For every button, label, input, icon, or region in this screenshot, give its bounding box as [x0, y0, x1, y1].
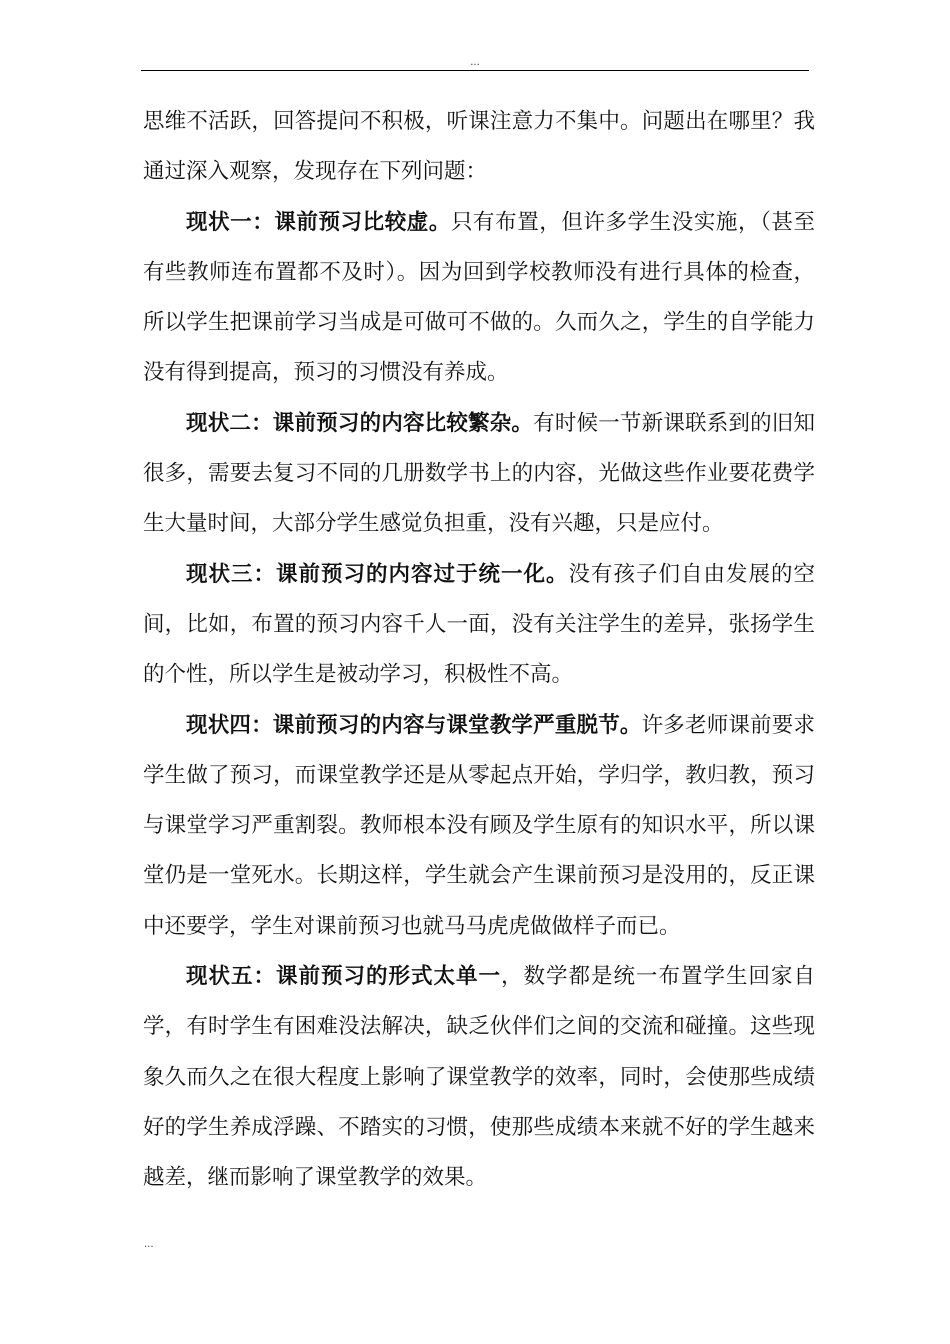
paragraph-status-3 [143, 550, 815, 701]
paragraph-status-5 [143, 952, 815, 1203]
paragraph-text: 思维不活跃，回答提问不积极，听课注意力不集中。问题出在哪里？我通过深入观察，发现存在下列问题： [143, 109, 815, 185]
document-body [143, 97, 815, 1204]
paragraph-heading: 现状一：课前预习比较虚。 [186, 209, 451, 235]
page-footer-mark: ... [144, 1239, 154, 1250]
paragraph-text: 有时候一节新课联系到的旧知很多，需要去复习不同的几册数学书上的内容，光做这些作业要花费学生大量时间，大部分学生感觉负担重，没有兴趣，只是应付。 [143, 410, 815, 537]
paragraph-text: 没有孩子们自由发展的空间，比如，布置的预习内容千人一面，没有关注学生的差异，张扬学生的个性，所以学生是被动学习，积极性不高。 [143, 561, 815, 688]
paragraph-text: 许多老师课前要求学生做了预习，而课堂教学还是从零起点开始，学归学，教归教，预习与课堂学习严重割裂。教师根本没有顾及学生原有的知识水平，所以课堂仍是一堂死水。长期这样，学生就会产生课前预习是没用的，反正课中还要学，学生对课前预习也就马马虎虎做做样子而已。 [143, 712, 815, 939]
paragraph-text: 只有布置，但许多学生没实施，（甚至有些教师连布置都不及时）。因为回到学校教师没有进行具体的检查，所以学生把课前学习当成是可做可不做的。久而久之，学生的自学能力没有得到提高，预习的习惯没有养成。 [143, 209, 815, 386]
page-header-mark: ... [470, 57, 480, 68]
paragraph-text: ，数学都是统一布置学生回家自学，有时学生有困难没法解决，缺乏伙伴们之间的交流和碰撞。这些现象久而久之在很大程度上影响了课堂教学的效率，同时，会使那些成绩好的学生养成浮躁、不踏实的习惯，使那些成绩本来就不好的学生越来越差，继而影响了课堂教学的效果。 [143, 964, 815, 1191]
paragraph-heading: 现状二：课前预习的内容比较繁杂。 [186, 410, 534, 436]
paragraph-status-4 [143, 701, 815, 952]
header-rule [141, 70, 809, 71]
paragraph-status-1 [143, 198, 815, 399]
paragraph-heading: 现状四：课前预习的内容与课堂教学严重脱节。 [186, 712, 642, 738]
paragraph-heading: 现状三：课前预习的内容过于统一化。 [186, 561, 569, 587]
paragraph-heading: 现状五：课前预习的形式太单一 [186, 964, 501, 990]
paragraph-intro [143, 97, 815, 198]
paragraph-status-2 [143, 399, 815, 550]
